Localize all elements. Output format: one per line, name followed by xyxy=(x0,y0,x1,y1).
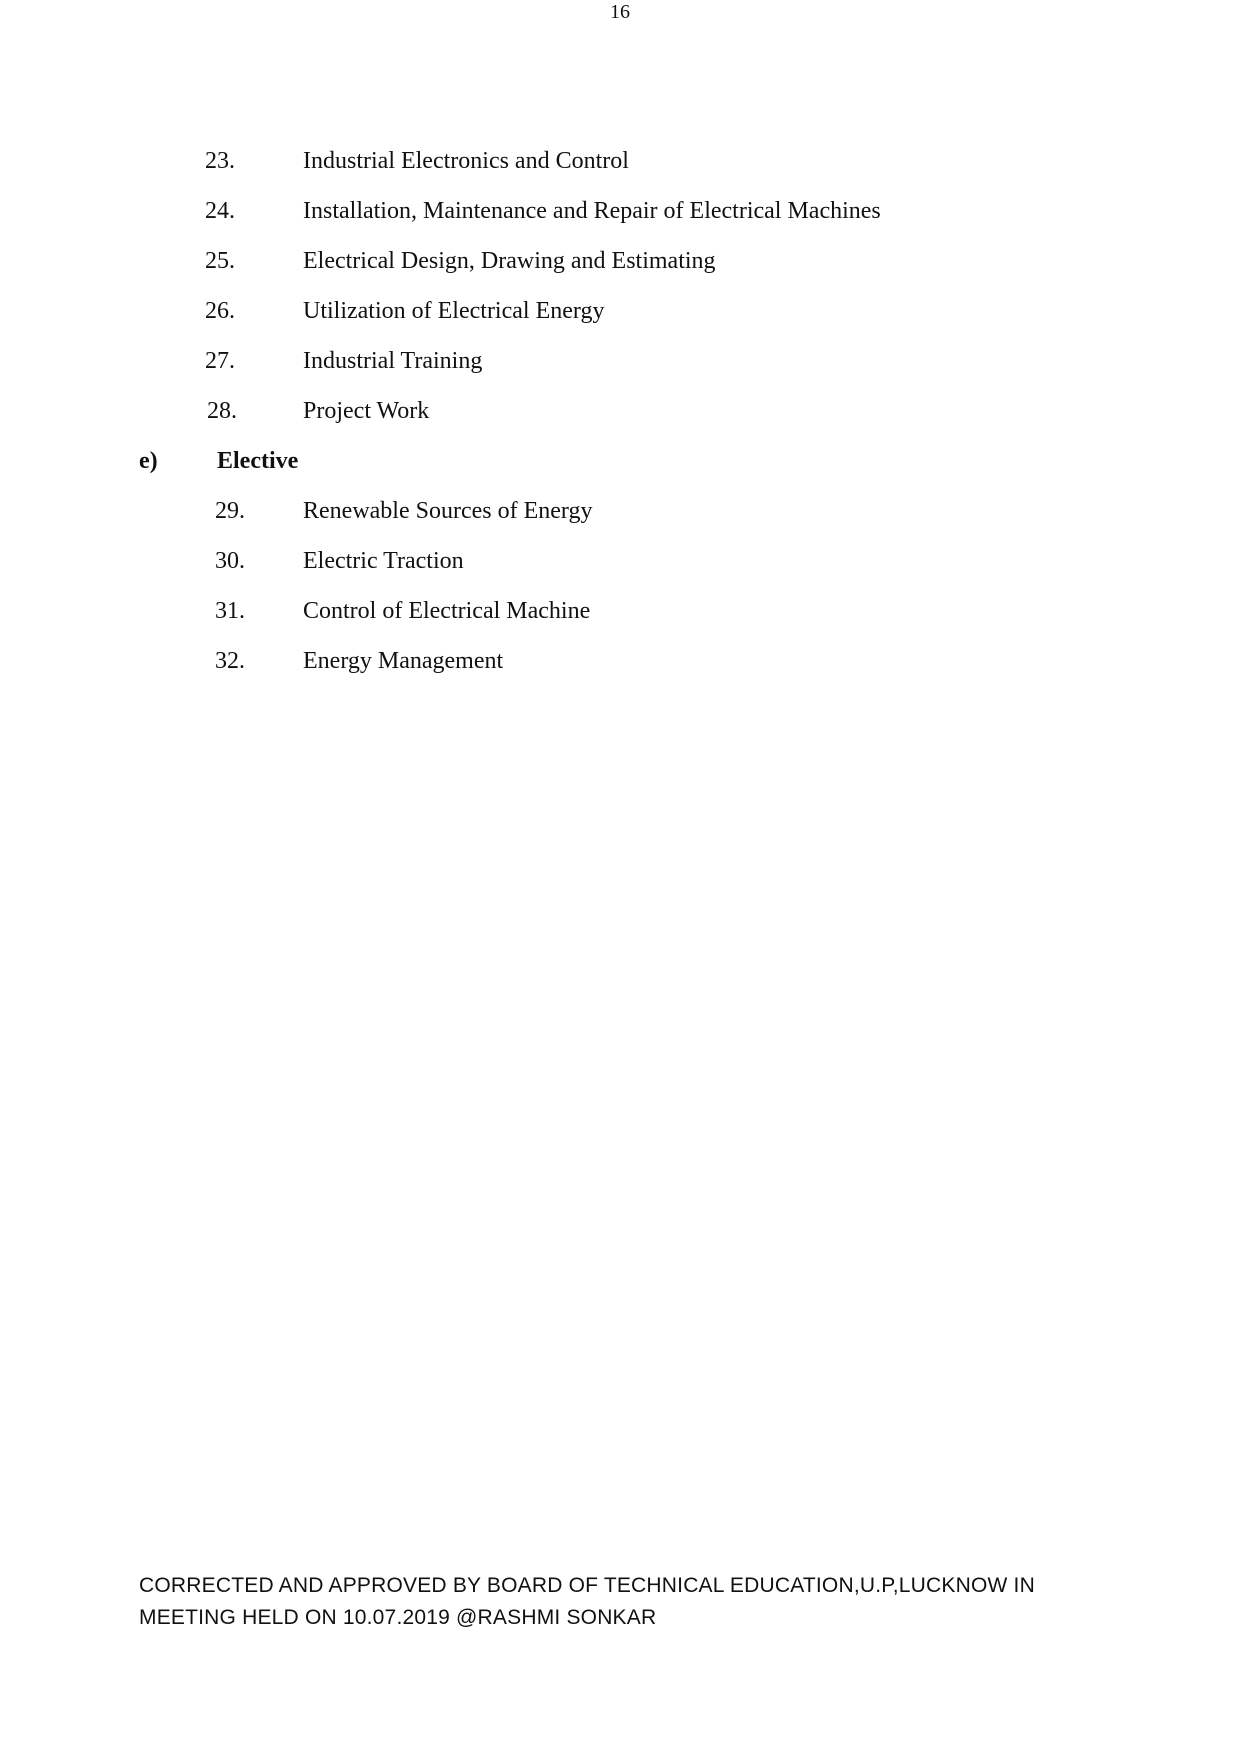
item-text: Utilization of Electrical Energy xyxy=(303,298,605,324)
item-number: 29. xyxy=(215,498,245,524)
approval-footer xyxy=(139,1570,1035,1634)
item-text: Industrial Electronics and Control xyxy=(303,148,629,174)
item-number: 27. xyxy=(205,348,235,374)
section-letter: e) xyxy=(139,448,158,474)
item-number: 30. xyxy=(215,548,245,574)
item-text: Control of Electrical Machine xyxy=(303,598,591,624)
item-text: Energy Management xyxy=(303,648,504,674)
item-text: Renewable Sources of Energy xyxy=(303,498,593,524)
footer-line: MEETING HELD ON 10.07.2019 @RASHMI SONKAR xyxy=(139,1606,657,1629)
item-number: 23. xyxy=(205,148,235,174)
item-number: 32. xyxy=(215,648,245,674)
section-title: Elective xyxy=(217,448,299,474)
page-number: 16 xyxy=(610,1,630,23)
footer-line: CORRECTED AND APPROVED BY BOARD OF TECHNICAL EDUCATION,U.P,LUCKNOW IN xyxy=(139,1574,1035,1597)
item-number: 24. xyxy=(205,198,235,224)
item-number: 28. xyxy=(207,398,237,424)
item-text: Electrical Design, Drawing and Estimating xyxy=(303,248,716,274)
item-number: 31. xyxy=(215,598,245,624)
item-text: Industrial Training xyxy=(303,348,483,374)
item-number: 25. xyxy=(205,248,235,274)
item-number: 26. xyxy=(205,298,235,324)
item-text: Installation, Maintenance and Repair of Electrical Machines xyxy=(303,198,881,224)
item-text: Electric Traction xyxy=(303,548,464,574)
item-text: Project Work xyxy=(303,398,430,424)
